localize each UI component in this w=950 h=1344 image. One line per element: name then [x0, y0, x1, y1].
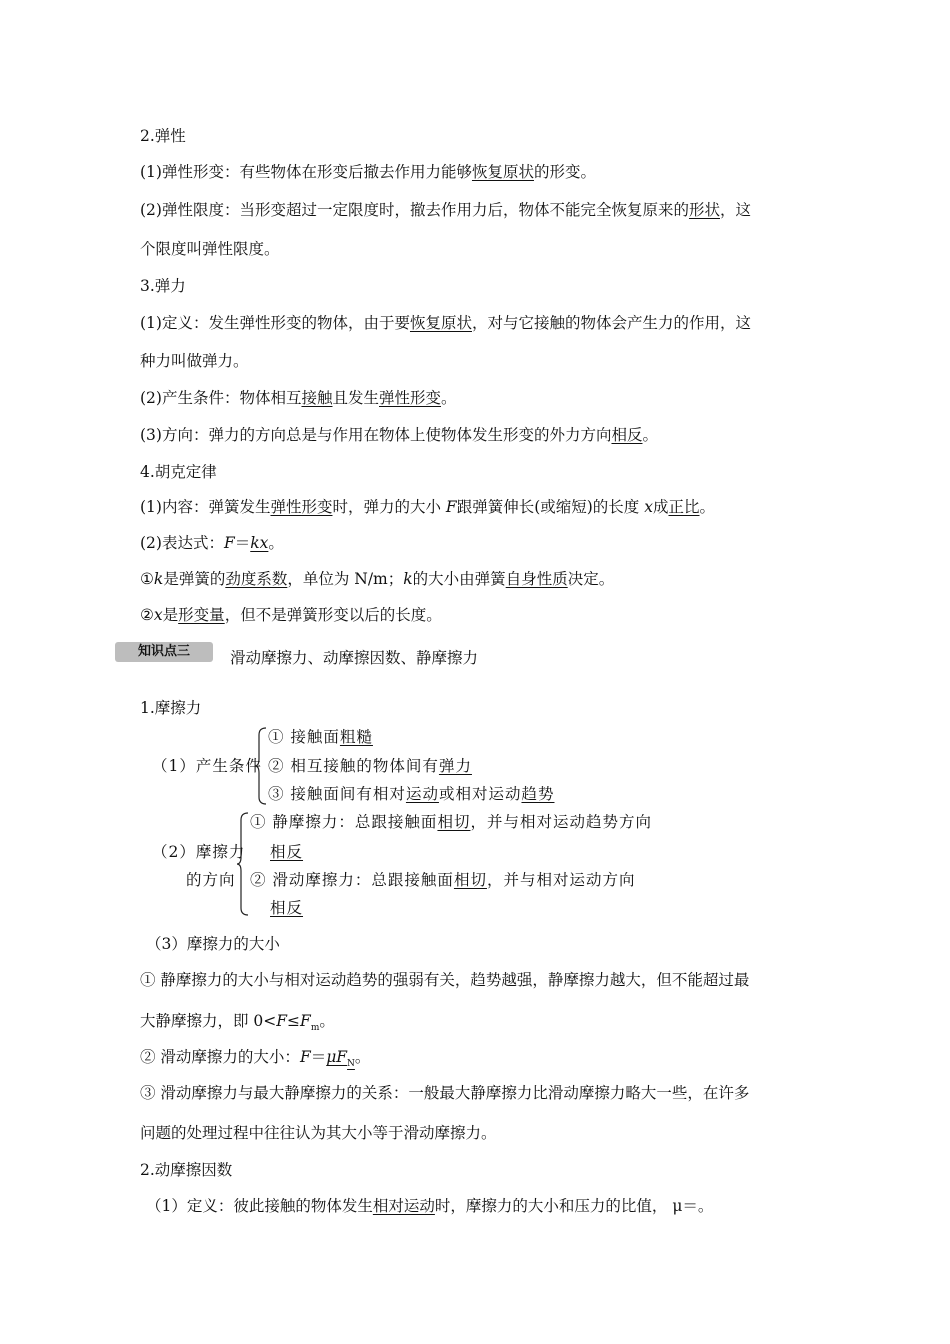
text: 且发生 — [332, 389, 379, 407]
text: 。 — [319, 1012, 335, 1030]
text: 决定。 — [567, 570, 615, 588]
text: ① 接触面 — [268, 728, 340, 746]
text: (1)弹性形变：有些物体在形变后撤去作用力能够 — [140, 163, 472, 181]
text: ② 滑动摩擦力的大小： — [140, 1048, 300, 1066]
text: μ＝。 — [667, 1197, 714, 1215]
line-definition-cont: 种力叫做弹力。 — [140, 352, 249, 370]
text: 的形变。 — [533, 163, 596, 181]
text: 跟弹簧伸长(或缩短)的长度 — [456, 498, 645, 516]
static-friction-line-2 — [140, 1011, 335, 1038]
variable: F — [445, 498, 457, 516]
text: ② — [140, 606, 154, 624]
text: ① 静摩擦力：总跟接触面 — [250, 813, 438, 831]
answer-underline: 恢复原状 — [409, 314, 472, 332]
text: 的大小由弹簧 — [412, 570, 506, 588]
condition-item-2 — [268, 756, 472, 776]
variable: F — [299, 1048, 311, 1066]
subscript: N — [347, 1059, 355, 1070]
answer-underline: 弹性形变 — [270, 498, 333, 516]
line-k — [140, 569, 614, 589]
answer-underline: 弹力 — [438, 757, 472, 775]
answer-underline: 自身性质 — [505, 570, 568, 588]
answer-underline: μF — [326, 1048, 348, 1066]
text: 时，摩擦力的大小和压力的比值， — [434, 1197, 668, 1215]
sliding-friction-line — [140, 1047, 370, 1074]
knowledge-point-badge: 知识点三 — [115, 642, 213, 662]
heading-elasticity: 2.弹性 — [140, 127, 186, 145]
text: 或相对运动 — [438, 785, 522, 803]
line-definition — [140, 313, 751, 333]
line-direction — [140, 425, 658, 445]
variable: F — [223, 534, 235, 552]
text: ① — [140, 570, 154, 588]
text: 。 — [699, 498, 716, 516]
text: 是 — [162, 606, 179, 624]
answer-underline: 相对运动 — [372, 1197, 435, 1215]
variable: F — [276, 1012, 288, 1030]
direction-item-2 — [250, 870, 635, 890]
text: (2)表达式： — [140, 534, 224, 552]
text: ，对与它接触的物体会产生力的作用，这 — [471, 314, 751, 332]
answer-underline: 粗糙 — [339, 728, 373, 746]
answer-underline: 相切 — [437, 813, 471, 831]
answer-underline: 形变量 — [178, 606, 225, 624]
text: ，单位为 N/m； — [287, 570, 404, 588]
text: (1)内容：弹簧发生 — [140, 498, 271, 516]
direction-item-1 — [250, 812, 652, 832]
text: ＝ — [234, 534, 251, 552]
direction-label-1: （2）摩擦力 — [152, 843, 246, 861]
variable: x — [644, 498, 653, 516]
text: ② 相互接触的物体间有 — [268, 757, 439, 775]
condition-item-3 — [268, 784, 554, 804]
heading-coefficient: 2.动摩擦因数 — [140, 1161, 233, 1179]
condition-item-1 — [268, 727, 373, 747]
text: 。 — [441, 389, 457, 407]
coefficient-definition — [146, 1196, 713, 1216]
answer-underline: 趋势 — [521, 785, 555, 803]
text: (1)定义：发生弹性形变的物体，由于要 — [140, 314, 410, 332]
text: 大静摩擦力，即 0< — [140, 1012, 277, 1030]
answer-underline: 弹性形变 — [379, 389, 442, 407]
answer-underline: kx — [250, 534, 269, 552]
text: (2)产生条件：物体相互 — [140, 389, 302, 407]
text: ，这 — [719, 201, 751, 219]
text: ＝ — [310, 1048, 327, 1066]
text: ，但不是弹簧形变以后的长度。 — [224, 606, 442, 624]
line-expression — [140, 533, 284, 553]
answer-underline: 相反 — [270, 899, 304, 917]
text: 成 — [652, 498, 669, 516]
text: ，并与相对运动方向 — [486, 871, 636, 889]
answer-underline: 相反 — [270, 843, 304, 861]
text: (3)方向：弹力的方向总是与作用在物体上使物体发生形变的外力方向 — [140, 426, 612, 444]
brace-icon — [236, 812, 250, 916]
line-conditions — [140, 388, 457, 408]
variable: k — [403, 570, 413, 588]
conditions-label: （1）产生条件 — [152, 757, 262, 775]
answer-underline: 相切 — [453, 871, 487, 889]
kp3-title: 滑动摩擦力、动摩擦因数、静摩擦力 — [230, 649, 479, 667]
text: （1）定义：彼此接触的物体发生 — [146, 1197, 373, 1215]
variable: k — [153, 570, 164, 588]
text: ，并与相对运动趋势方向 — [470, 813, 652, 831]
answer-underline: 劲度系数 — [225, 570, 288, 588]
line-content — [140, 497, 715, 517]
text: (2)弹性限度：当形变超过一定限度时，撤去作用力后，物体不能完全恢复原来的 — [140, 201, 689, 219]
text: 。 — [642, 426, 658, 444]
line-elastic-limit-cont: 个限度叫弹性限度。 — [140, 240, 280, 258]
line-x — [140, 605, 442, 625]
text: 。 — [268, 534, 284, 552]
direction-label-2: 的方向 — [186, 871, 236, 889]
brace-icon — [254, 727, 268, 805]
direction-item-1-answer — [270, 842, 303, 862]
text: ② 滑动摩擦力：总跟接触面 — [250, 871, 454, 889]
text: 是弹簧的 — [163, 570, 226, 588]
magnitude-heading: （3）摩擦力的大小 — [146, 935, 280, 953]
relation-line-1: ③ 滑动摩擦力与最大静摩擦力的关系：一般最大静摩擦力比滑动摩擦力略大一些，在许多 — [140, 1084, 750, 1102]
text: 时，弹力的大小 — [332, 498, 446, 516]
answer-underline: 正比 — [668, 498, 700, 516]
answer-underline: 接触 — [301, 389, 333, 407]
heading-elastic-force: 3.弹力 — [140, 277, 186, 295]
direction-item-2-answer — [270, 898, 303, 918]
line-elastic-limit — [140, 200, 751, 220]
variable: F — [300, 1012, 311, 1030]
subscript: m — [310, 1023, 320, 1034]
text: ③ 接触面间有相对 — [268, 785, 406, 803]
answer-underline: 运动 — [405, 785, 439, 803]
variable: x — [153, 606, 163, 624]
relation-line-2: 问题的处理过程中往往认为其大小等于滑动摩擦力。 — [140, 1124, 497, 1142]
text: ≤ — [287, 1012, 301, 1030]
answer-underline: 恢复原状 — [471, 163, 534, 181]
heading-friction: 1.摩擦力 — [140, 699, 202, 717]
static-friction-line-1: ① 静摩擦力的大小与相对运动趋势的强弱有关，趋势越强，静摩擦力越大，但不能超过最 — [140, 971, 750, 989]
text: 。 — [354, 1048, 371, 1066]
line-elastic-deformation — [140, 162, 596, 182]
answer-underline: 相反 — [611, 426, 643, 444]
answer-underline: 形状 — [688, 201, 720, 219]
heading-hookes-law: 4.胡克定律 — [140, 463, 217, 481]
